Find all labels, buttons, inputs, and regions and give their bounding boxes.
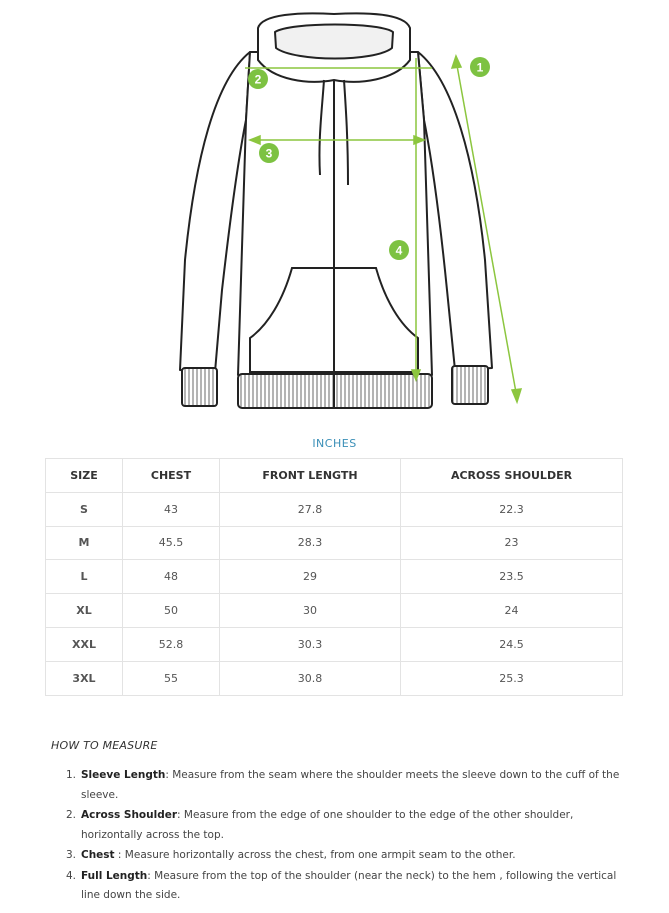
list-item [66,806,636,845]
list-item-text [81,867,636,906]
header-chest: CHEST [123,459,220,493]
measure-term: Across Shoulder [81,809,178,821]
header-size: SIZE [46,459,123,493]
marker-4 [389,240,409,260]
left-cuff [182,368,217,406]
front-length-cell: 30.3 [220,627,401,661]
term-separator: : [177,809,181,821]
chest-cell: 43 [123,492,220,526]
term-separator: : [147,869,151,882]
measure-term: Chest [81,849,115,861]
how-to-measure-list [66,766,636,907]
across-shoulder-cell: 23.5 [401,560,623,594]
size-cell: M [46,526,123,560]
chest-cell: 45.5 [123,526,220,560]
hoodie-diagram [0,0,669,420]
unit-label: INCHES [312,437,357,450]
front-length-cell: 29 [220,560,401,594]
measure-term: Sleeve Length [81,769,166,781]
across-shoulder-cell: 23 [401,526,623,560]
how-to-measure-title: HOW TO MEASURE [51,739,158,752]
list-item-text [81,766,636,805]
table-header-row [46,459,623,493]
list-item [66,867,636,906]
front-length-cell: 27.8 [220,492,401,526]
chest-cell: 48 [123,560,220,594]
table-row [46,560,623,594]
list-number: 2. [66,809,77,821]
chest-cell: 50 [123,594,220,628]
term-separator: : [114,849,122,861]
front-length-cell: 28.3 [220,526,401,560]
marker-1 [470,57,490,77]
term-separator: : [165,769,169,781]
size-cell: 3XL [46,661,123,695]
chest-cell: 52.8 [123,627,220,661]
across-shoulder-cell: 25.3 [401,661,623,695]
measure-description: Measure from the seam where the shoulder meets the sleeve down to the cuff of the sleeve. [81,769,620,801]
header-across-shoulder: ACROSS SHOULDER [401,459,623,493]
svg-text:1: 1 [476,60,484,75]
front-length-cell: 30.8 [220,661,401,695]
size-cell: XXL [46,627,123,661]
table-row [46,627,623,661]
measure-description: Measure from the edge of one shoulder to the edge of the other shoulder, horizontally across the top. [81,809,574,841]
hoodie-illustration [0,0,669,420]
list-item [66,846,636,866]
list-item [66,766,636,805]
chest-cell: 55 [123,661,220,695]
table-row [46,594,623,628]
across-shoulder-cell: 24.5 [401,627,623,661]
across-shoulder-cell: 24 [401,594,623,628]
measure-term: Full Length [81,869,148,882]
list-item-text [81,806,636,845]
table-row [46,492,623,526]
list-number: 4. [66,869,77,882]
measure-description: Measure horizontally across the chest, from one armpit seam to the other. [121,849,516,861]
list-number: 1. [66,769,77,781]
size-cell: L [46,560,123,594]
svg-text:3: 3 [265,146,273,161]
across-shoulder-cell: 22.3 [401,492,623,526]
svg-text:4: 4 [395,243,403,258]
size-cell: S [46,492,123,526]
size-cell: XL [46,594,123,628]
size-chart-table [45,458,623,696]
list-number: 3. [66,849,77,861]
front-length-cell: 30 [220,594,401,628]
table-row [46,526,623,560]
list-item-text [81,846,516,866]
svg-text:2: 2 [254,72,262,87]
marker-2 [248,69,268,89]
marker-3 [259,143,279,163]
table-row [46,661,623,695]
measure-description: Measure from the top of the shoulder (near the neck) to the hem , following the vertical line down the side. [81,869,617,901]
header-front-length: FRONT LENGTH [220,459,401,493]
right-cuff [452,366,488,404]
